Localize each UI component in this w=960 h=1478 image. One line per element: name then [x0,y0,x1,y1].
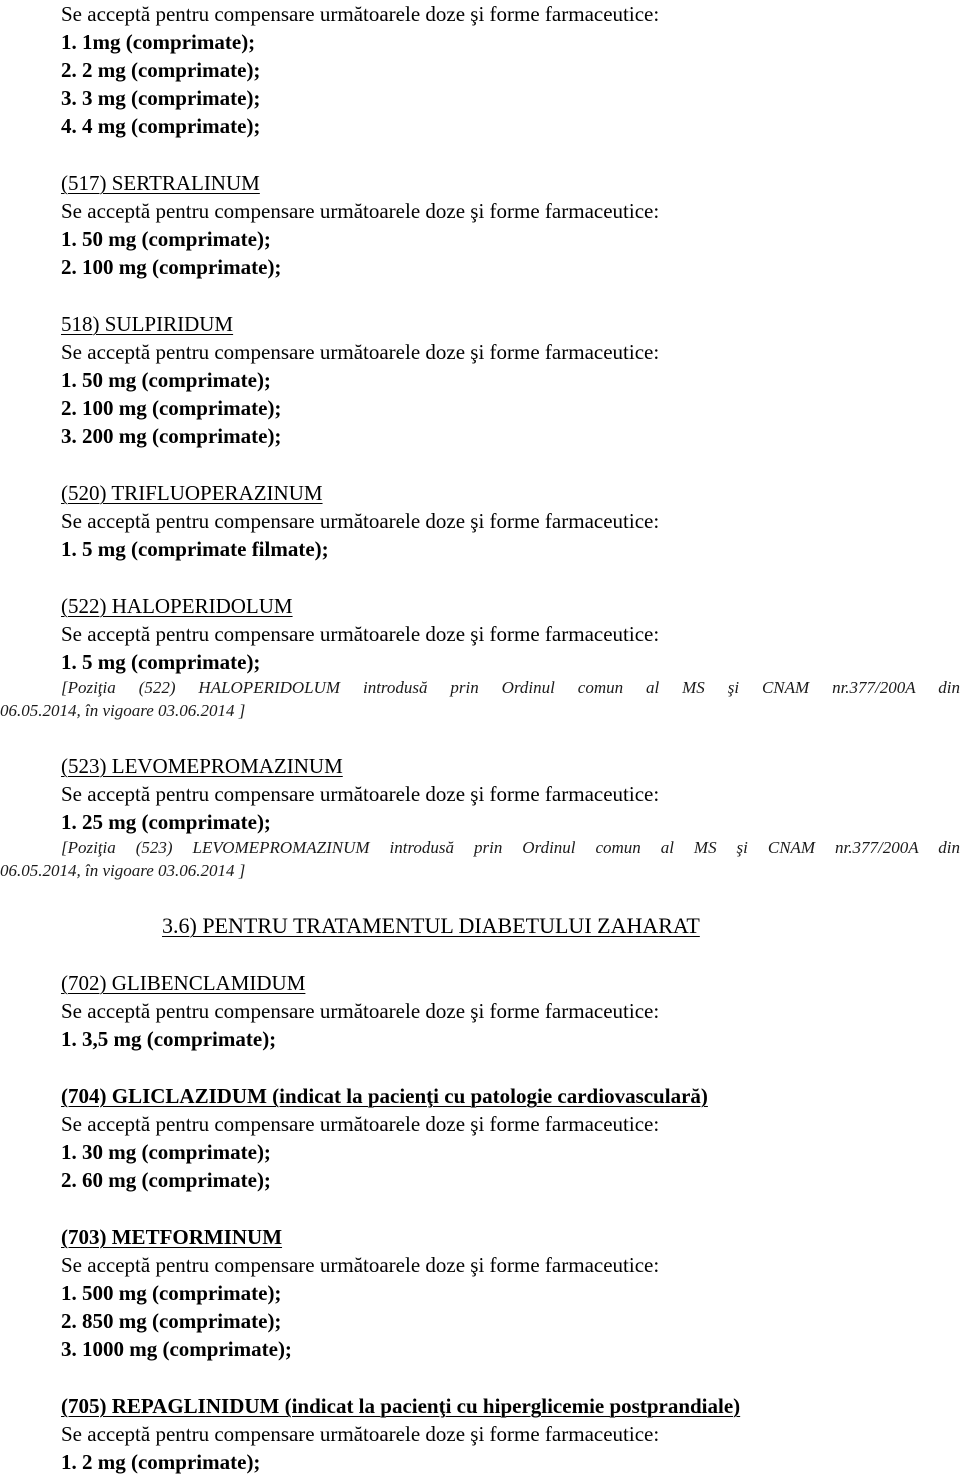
dose-item: 1. 2 mg (comprimate); [61,1450,261,1474]
dose-item: 2. 100 mg (comprimate); [61,396,282,420]
section-title: (522) HALOPERIDOLUM [61,594,293,618]
section-title: (702) GLIBENCLAMIDUM [61,971,306,995]
dose-item: 4. 4 mg (comprimate); [61,114,261,138]
dose-item: 1. 25 mg (comprimate); [61,810,271,834]
accept-sentence: Se acceptă pentru compensare următoarele doze şi forme farmaceutice: [61,199,660,223]
dose-item: 1. 1mg (comprimate); [61,30,256,54]
dose-item: 2. 100 mg (comprimate); [61,255,282,279]
amendment-note: [Poziţia (522) HALOPERIDOLUM introdusă prin Ordinul comun al MS şi CNAM nr.377/200A din [61,678,960,697]
accept-sentence: Se acceptă pentru compensare următoarele doze şi forme farmaceutice: [61,1422,660,1446]
section-title: 518) SULPIRIDUM [61,312,234,336]
dose-item: 1. 30 mg (comprimate); [61,1140,271,1164]
accept-sentence: Se acceptă pentru compensare următoarele doze şi forme farmaceutice: [61,1253,660,1277]
section-title: (705) REPAGLINIDUM (indicat la pacienţi cu hiperglicemie postprandiale) [61,1394,741,1418]
amendment-note-date: 06.05.2014, în vigoare 03.06.2014 ] [0,701,246,720]
dose-item: 2. 2 mg (comprimate); [61,58,261,82]
accept-sentence: Se acceptă pentru compensare următoarele doze şi forme farmaceutice: [61,999,660,1023]
section-title: (704) GLICLAZIDUM (indicat la pacienţi cu patologie cardiovasculară) [61,1084,708,1108]
accept-sentence: Se acceptă pentru compensare următoarele doze şi forme farmaceutice: [61,782,660,806]
accept-sentence: Se acceptă pentru compensare următoarele doze şi forme farmaceutice: [61,509,660,533]
accept-sentence: Se acceptă pentru compensare următoarele doze şi forme farmaceutice: [61,1112,660,1136]
dose-item: 3. 3 mg (comprimate); [61,86,261,110]
section-title: (520) TRIFLUOPERAZINUM [61,481,323,505]
dose-item: 1. 50 mg (comprimate); [61,227,271,251]
dose-item: 3. 1000 mg (comprimate); [61,1337,292,1361]
dose-item: 2. 850 mg (comprimate); [61,1309,282,1333]
section-title: (523) LEVOMEPROMAZINUM [61,754,343,778]
accept-sentence: Se acceptă pentru compensare următoarele doze şi forme farmaceutice: [61,2,660,26]
accept-sentence: Se acceptă pentru compensare următoarele doze şi forme farmaceutice: [61,622,660,646]
dose-item: 2. 60 mg (comprimate); [61,1168,271,1192]
accept-sentence: Se acceptă pentru compensare următoarele doze şi forme farmaceutice: [61,340,660,364]
amendment-note-date: 06.05.2014, în vigoare 03.06.2014 ] [0,861,246,880]
dose-item: 1. 5 mg (comprimate); [61,650,261,674]
chapter-heading: 3.6) PENTRU TRATAMENTUL DIABETULUI ZAHARAT [162,913,700,938]
section-title: (517) SERTRALINUM [61,171,260,195]
dose-item: 1. 5 mg (comprimate filmate); [61,537,329,561]
dose-item: 1. 500 mg (comprimate); [61,1281,282,1305]
dose-item: 3. 200 mg (comprimate); [61,424,282,448]
amendment-note: [Poziţia (523) LEVOMEPROMAZINUM introdusă prin Ordinul comun al MS şi CNAM nr.377/200A din [61,838,960,857]
dose-item: 1. 3,5 mg (comprimate); [61,1027,277,1051]
section-title: (703) METFORMINUM [61,1225,283,1249]
dose-item: 1. 50 mg (comprimate); [61,368,271,392]
